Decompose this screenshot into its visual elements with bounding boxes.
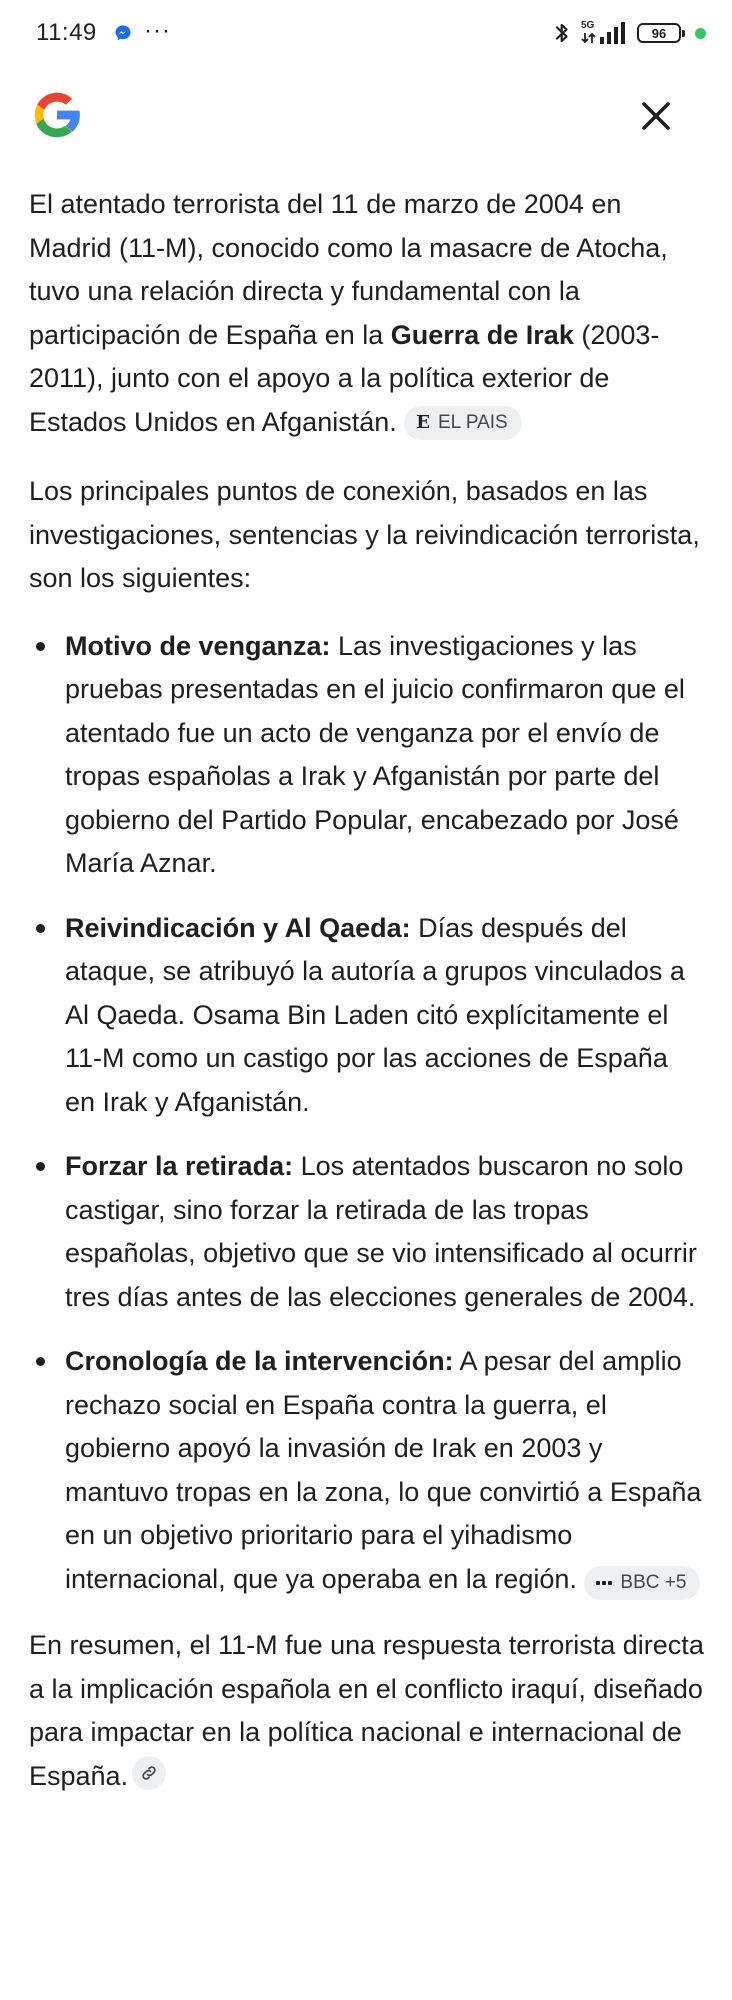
bluetooth-icon [553,20,571,46]
link-icon[interactable] [132,1756,166,1790]
battery-icon [637,23,681,43]
status-indicators [553,18,706,48]
status-time: 11:49 [36,19,97,46]
network-type: 5G [581,20,595,31]
point-title: Cronología de la intervención: [65,1346,454,1376]
lead-paragraph: Los principales puntos de conexión, basados en las investigaciones, sentencias y la reivindicación terrorista, son los siguientes: [29,476,700,593]
more-sources-icon [596,1581,612,1585]
summary-text: En resumen, el 11-M fue una respuesta terrorista directa a la implicación española en el conflicto iraquí, diseñado para impactar en la política nacional e internacional de España. [29,1630,704,1791]
status-bar [0,0,732,68]
points-list [29,625,705,1602]
source-chip-label: BBC +5 [620,1571,687,1593]
battery-level: 96 [651,25,667,41]
source-chip-label: EL PAIS [438,411,508,433]
el-pais-logo-icon: E [416,411,430,433]
list-item [29,1340,705,1601]
point-title: Motivo de venganza: [65,630,331,661]
charging-dot-icon [695,28,706,39]
summary-paragraph [29,1624,705,1798]
point-text: Las investigaciones y las pruebas presentadas en el juicio confirmaron que el atentado fue un acto de venganza por el envío de tropas españolas a Irak y Afganistán por parte del gobierno del Partido Popular, encabezado por José María Aznar. [65,630,685,878]
point-text: A pesar del amplio rechazo social en España contra la guerra, el gobierno apoyó la invasión de Irak en 2003 y mantuvo tropas en la zona, lo que convirtió a España en un objetivo prioritario para el yihadismo internacional, que ya operaba en la región. [65,1346,702,1594]
messenger-icon [114,24,132,42]
point-title: Reivindicación y Al Qaeda: [65,912,411,943]
intro-text-before: El atentado terrorista del 11 de marzo de 2004 en Madrid (11-M), conocido como la masacre de Atocha, tuvo una relación directa y fundamental con la participación de España en la [29,189,668,350]
list-item [29,625,705,886]
source-chip-bbc[interactable] [584,1566,700,1600]
source-chip-el-pais[interactable] [404,406,521,440]
point-text: Días después del ataque, se atribuyó la autoría a grupos vinculados a Al Qaeda. Osama Bin Laden citó explícitamente el 11-M como un castigo por las acciones de España en Irak y Afganistán. [65,912,685,1117]
list-item [29,907,705,1125]
google-g-logo[interactable] [28,86,86,144]
intro-text-after: (2003-2011), junto con el apoyo a la política exterior de Estados Unidos en Afganistán. [29,319,660,437]
point-text: Los atentados buscaron no solo castigar, sino forzar la retirada de las tropas españolas, objetivo que se vio intensificado al ocurrir tres días antes de las elecciones generales de 2004. [65,1151,697,1312]
intro-paragraph [29,183,705,444]
close-icon[interactable] [636,96,676,136]
signal-icon [581,20,627,46]
status-more-icon: ··· [144,17,171,44]
point-title: Forzar la retirada: [65,1151,294,1181]
link-glyph-icon [140,1764,158,1782]
list-item [29,1145,705,1319]
intro-bold-term: Guerra de Irak [390,319,574,350]
ai-answer-content [29,183,705,1798]
